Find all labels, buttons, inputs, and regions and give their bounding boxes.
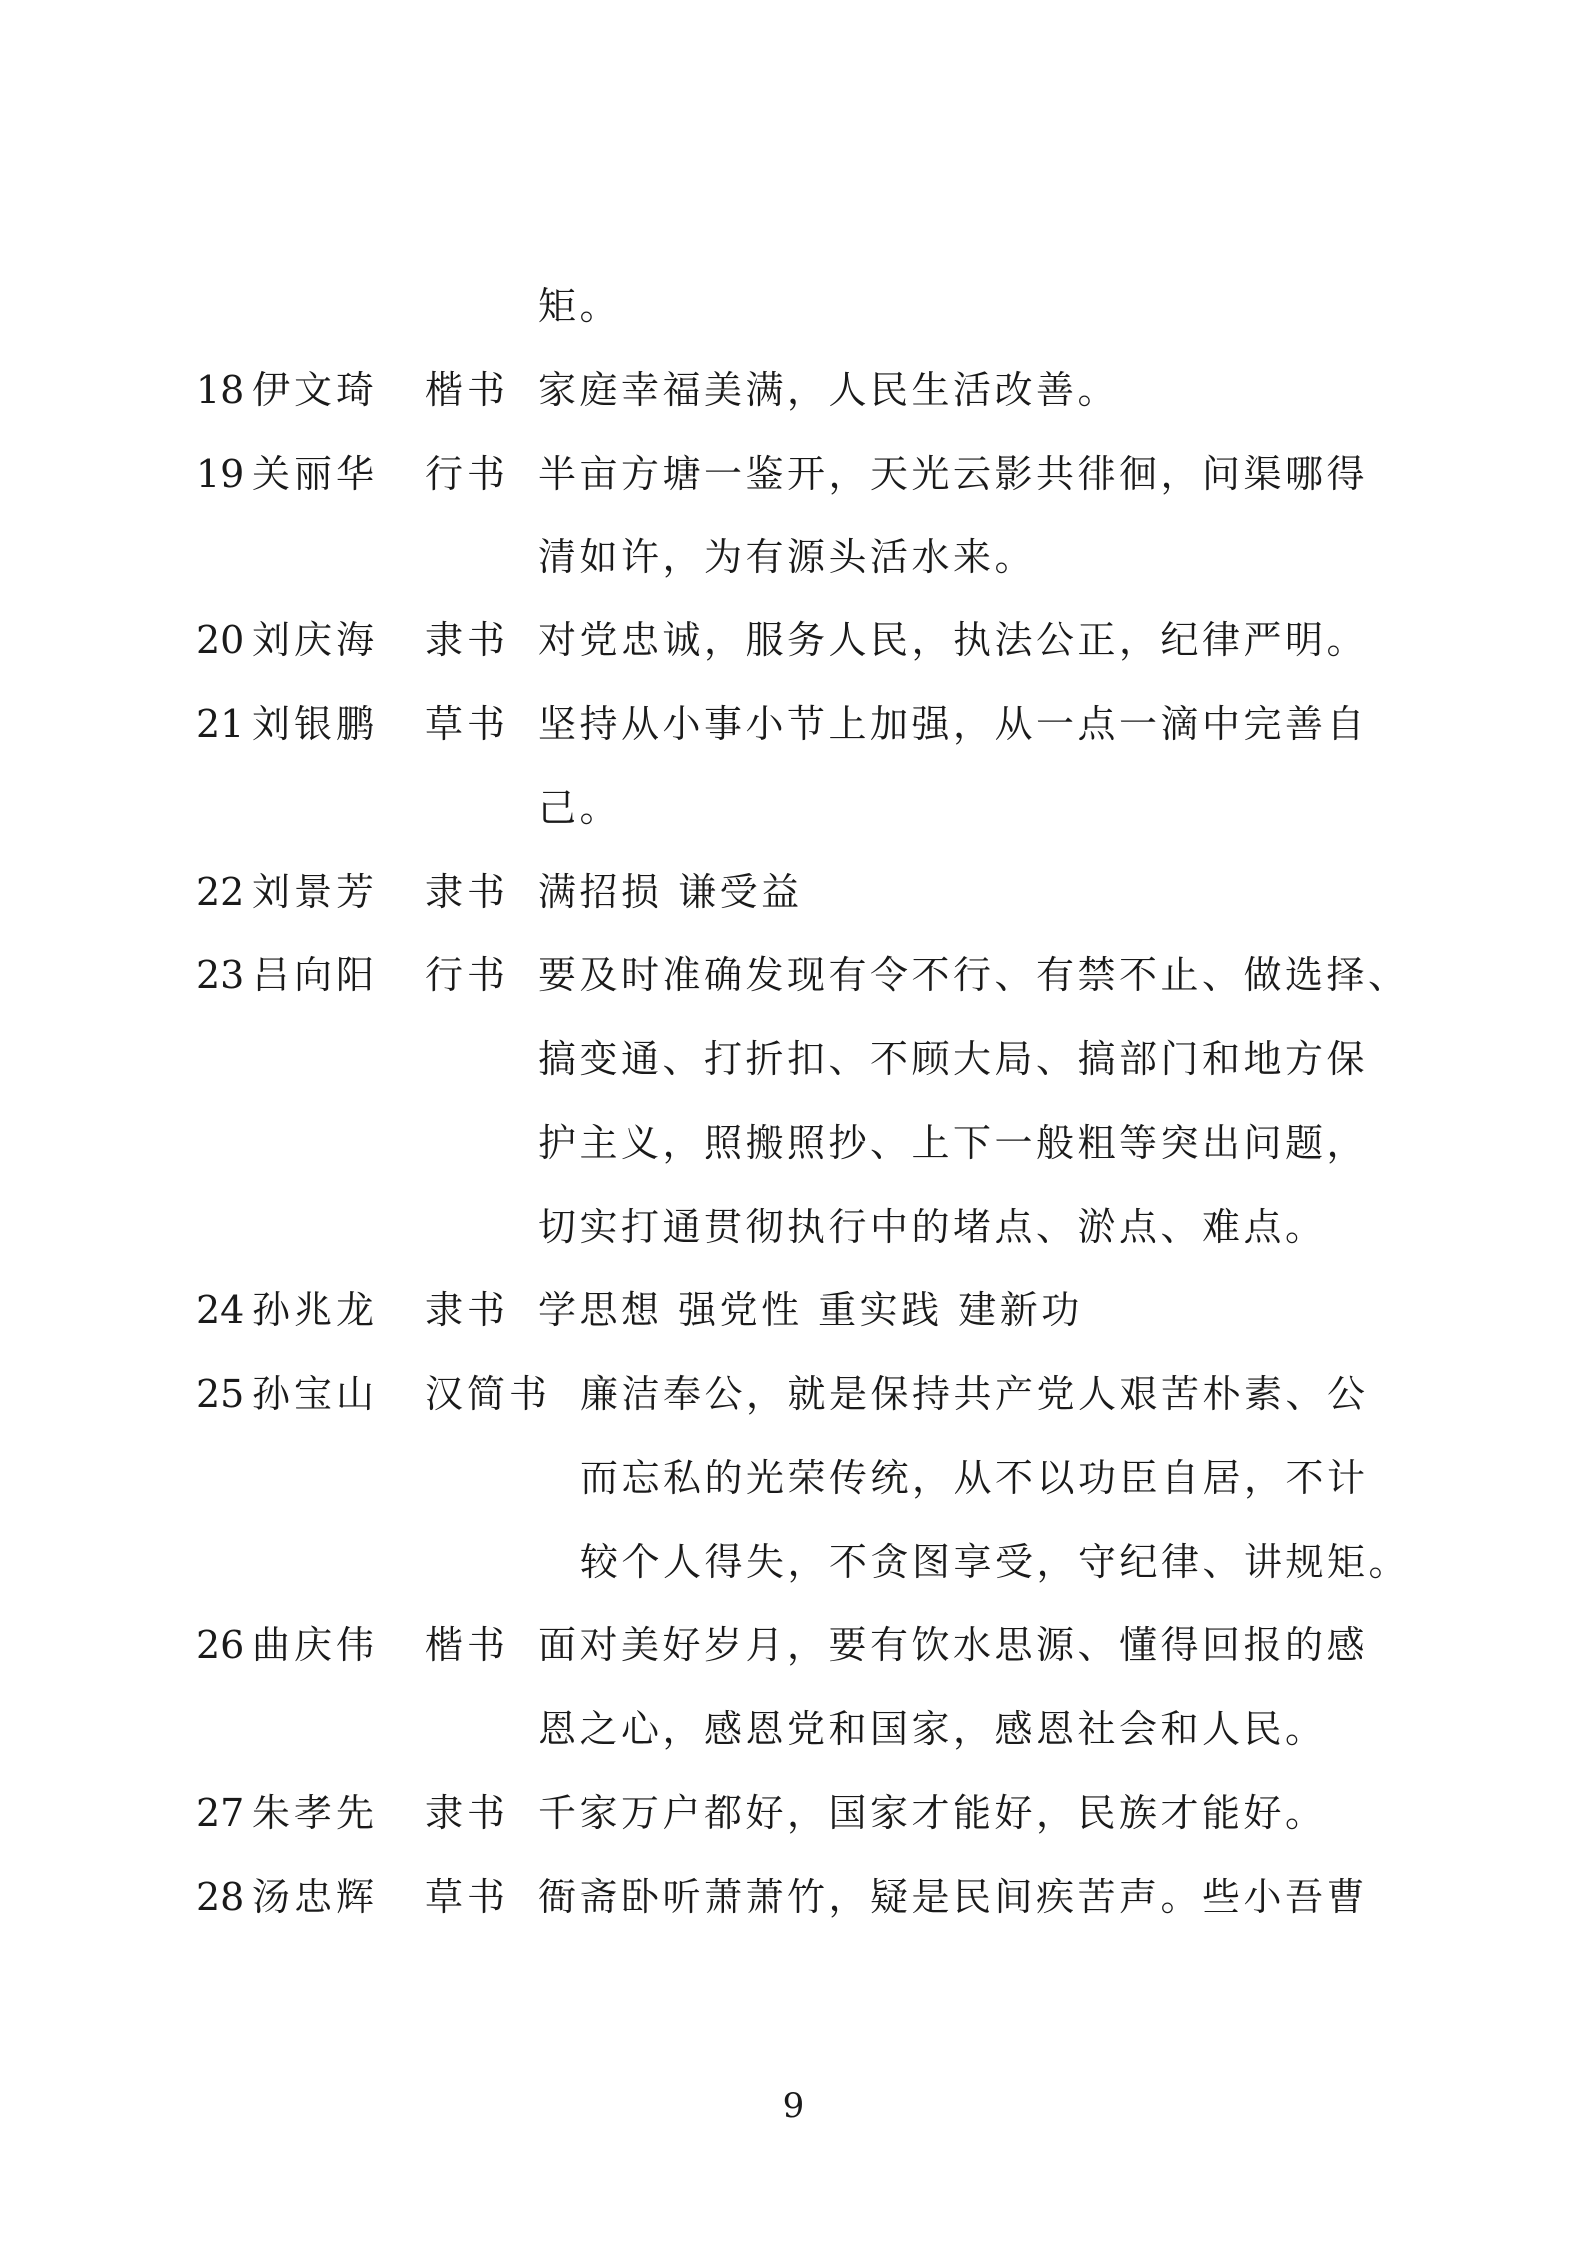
entry-22-style: 隶书 (425, 870, 510, 914)
entry-18-number: 18 (196, 368, 245, 412)
entry-23-name: 吕向阳 (252, 953, 379, 997)
entry-26-text-line-2: 恩之心，感恩党和国家，感恩社会和人民。 (538, 1707, 1327, 1751)
entry-26-style: 楷书 (425, 1623, 510, 1667)
entry-27-style: 隶书 (425, 1791, 510, 1835)
entry-20-style: 隶书 (425, 618, 510, 662)
entry-20-text-line-1: 对党忠诚，服务人民，执法公正，纪律严明。 (538, 618, 1369, 662)
entry-28-name: 汤忠辉 (252, 1875, 379, 1919)
entry-19-text-line-1: 半亩方塘一鉴开，天光云影共徘徊，问渠哪得 (538, 452, 1369, 496)
entry-28-text-line-1: 衙斋卧听萧萧竹，疑是民间疾苦声。些小吾曹 (538, 1875, 1369, 1919)
entry-24-text-line-1: 学思想 强党性 重实践 建新功 (538, 1288, 1083, 1332)
entry-19-number: 19 (196, 452, 245, 496)
entry-25-name: 孙宝山 (252, 1372, 379, 1416)
entry-19-name: 关丽华 (252, 452, 379, 496)
entry-22-name: 刘景芳 (252, 870, 379, 914)
entry-27-number: 27 (196, 1791, 245, 1835)
entry-27-text-line-1: 千家万户都好，国家才能好，民族才能好。 (538, 1791, 1327, 1835)
entry-21-number: 21 (196, 702, 245, 746)
entry-26-number: 26 (196, 1623, 245, 1667)
entry-23-style: 行书 (425, 953, 510, 997)
page-number: 9 (782, 2086, 805, 2126)
entry-18-text-line-1: 家庭幸福美满，人民生活改善。 (538, 368, 1120, 412)
entry-22-text-line-1: 满招损 谦受益 (538, 870, 803, 914)
entry-28-number: 28 (196, 1875, 245, 1919)
entry-25-text-line-2: 而忘私的光荣传统，从不以功臣自居，不计 (580, 1456, 1369, 1500)
entry-25-style: 汉简书 (425, 1372, 552, 1416)
entry-24-number: 24 (196, 1288, 245, 1332)
entry-20-number: 20 (196, 618, 245, 662)
entry-23-text-line-1: 要及时准确发现有令不行、有禁不止、做选择、 (538, 953, 1410, 997)
entry-21-text-line-1: 坚持从小事小节上加强，从一点一滴中完善自 (538, 702, 1369, 746)
entry-18-style: 楷书 (425, 368, 510, 412)
entry-23-text-line-2: 搞变通、打折扣、不顾大局、搞部门和地方保 (538, 1037, 1369, 1081)
entry-17-line-2: 矩。 (538, 284, 622, 328)
entry-26-text-line-1: 面对美好岁月，要有饮水思源、懂得回报的感 (538, 1623, 1369, 1667)
entry-26-name: 曲庆伟 (252, 1623, 379, 1667)
entry-23-text-line-3: 护主义，照搬照抄、上下一般粗等突出问题， (538, 1121, 1369, 1165)
entry-28-style: 草书 (425, 1875, 510, 1919)
entry-25-text-line-3: 较个人得失，不贪图享受，守纪律、讲规矩。 (580, 1540, 1411, 1584)
entry-24-name: 孙兆龙 (252, 1288, 379, 1332)
entry-23-text-line-4: 切实打通贯彻执行中的堵点、淤点、难点。 (538, 1205, 1327, 1249)
entry-20-name: 刘庆海 (252, 618, 379, 662)
entry-21-style: 草书 (425, 702, 510, 746)
entry-19-style: 行书 (425, 452, 510, 496)
entry-25-text-line-1: 廉洁奉公，就是保持共产党人艰苦朴素、公 (580, 1372, 1369, 1416)
entry-22-number: 22 (196, 870, 245, 914)
entry-25-number: 25 (196, 1372, 245, 1416)
entry-18-name: 伊文琦 (252, 368, 379, 412)
entry-21-text-line-2: 己。 (538, 786, 622, 830)
entry-21-name: 刘银鹏 (252, 702, 379, 746)
entry-19-text-line-2: 清如许，为有源头活水来。 (538, 535, 1037, 579)
entry-23-number: 23 (196, 953, 245, 997)
entry-27-name: 朱孝先 (252, 1791, 379, 1835)
entry-24-style: 隶书 (425, 1288, 510, 1332)
